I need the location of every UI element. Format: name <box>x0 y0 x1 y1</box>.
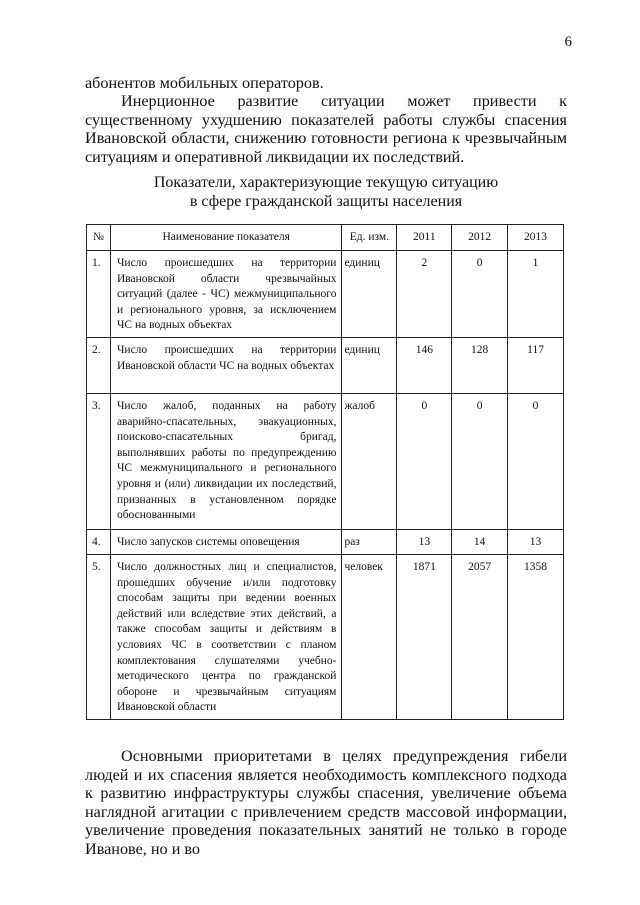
table-title-line-1: Показатели, характеризующие текущую ситуацию <box>153 174 499 191</box>
header-no: № <box>87 225 111 251</box>
table-row <box>87 394 564 530</box>
row-unit: раз <box>342 530 397 555</box>
row-value-2012: 0 <box>452 394 508 530</box>
row-value-2012: 2057 <box>452 555 508 720</box>
table-title-line-2: в сфере гражданской защиты населения <box>189 193 463 210</box>
table-row <box>87 530 564 555</box>
indicators-table <box>86 224 564 720</box>
row-value-2012: 128 <box>452 338 508 394</box>
header-2012: 2012 <box>452 225 508 251</box>
header-2013: 2013 <box>508 225 564 251</box>
row-value-2013: 1358 <box>508 555 564 720</box>
row-unit: единиц <box>342 338 397 394</box>
row-number: 3. <box>87 394 111 530</box>
closing-paragraph: Основными приоритетами в целях предупреждения гибели людей и их спасения является необходимость комплексного подхода к развитию инфраструктуры службы спасения, увеличение объема наглядной агитации с привлечением средств массовой информации, увеличение проведения показательных занятий не только в городе Иванове, но и во <box>85 747 567 858</box>
row-indicator-name: Число должностных лиц и специалистов, прошедших обучение и/или подготовку способам защиты при ведении военных действий или вследствие этих действий, а также способам защиты и действиям в условиях ЧС в соответствии с планом комплектования слушателями учебно-методического центра по гражданской обороне и чрезвычайным ситуациям Ивановской области <box>110 555 342 720</box>
row-number: 5. <box>87 555 111 720</box>
header-name: Наименование показателя <box>110 225 342 251</box>
table-title <box>85 173 567 211</box>
row-indicator-name: Число жалоб, поданных на работу аварийно-спасательных, эвакуационных, поисково-спасательных бригад, выполнявших работы по предупреждению ЧС межмуниципального и регионального уровня и (или) ликвидации их последствий, признанных в установленном порядке обоснованными <box>110 394 342 530</box>
row-value-2011: 0 <box>397 394 452 530</box>
row-indicator-name: Число запусков системы оповещения <box>110 530 342 555</box>
row-indicator-name: Число происшедших на территории Ивановской области ЧС на водных объектах <box>110 338 342 394</box>
table-row <box>87 251 564 338</box>
row-value-2011: 1871 <box>397 555 452 720</box>
row-value-2013: 0 <box>508 394 564 530</box>
row-number: 2. <box>87 338 111 394</box>
row-unit: жалоб <box>342 394 397 530</box>
row-value-2013: 1 <box>508 251 564 338</box>
row-unit: человек <box>342 555 397 720</box>
row-value-2011: 146 <box>397 338 452 394</box>
intro-line: абонентов мобильных операторов. <box>85 74 324 92</box>
row-value-2011: 13 <box>397 530 452 555</box>
header-unit: Ед. изм. <box>342 225 397 251</box>
row-value-2013: 117 <box>508 338 564 394</box>
row-indicator-name: Число происшедших на территории Ивановской области чрезвычайных ситуаций (далее - ЧС) межмуниципального и регионального уровня, за исключением ЧС на водных объектах <box>110 251 342 338</box>
table-row <box>87 338 564 394</box>
page-number: 6 <box>564 34 572 50</box>
row-number: 1. <box>87 251 111 338</box>
row-value-2011: 2 <box>397 251 452 338</box>
row-value-2012: 14 <box>452 530 508 555</box>
row-number: 4. <box>87 530 111 555</box>
table-row <box>87 555 564 720</box>
row-value-2012: 0 <box>452 251 508 338</box>
header-2011: 2011 <box>397 225 452 251</box>
row-value-2013: 13 <box>508 530 564 555</box>
intro-paragraph: Инерционное развитие ситуации может привести к существенному ухудшению показателей работы службы спасения Ивановской области, снижению готовности региона к чрезвычайным ситуациям и оперативной ликвидации их последствий. <box>85 92 567 166</box>
row-unit: единиц <box>342 251 397 338</box>
table-header-row <box>87 225 564 251</box>
